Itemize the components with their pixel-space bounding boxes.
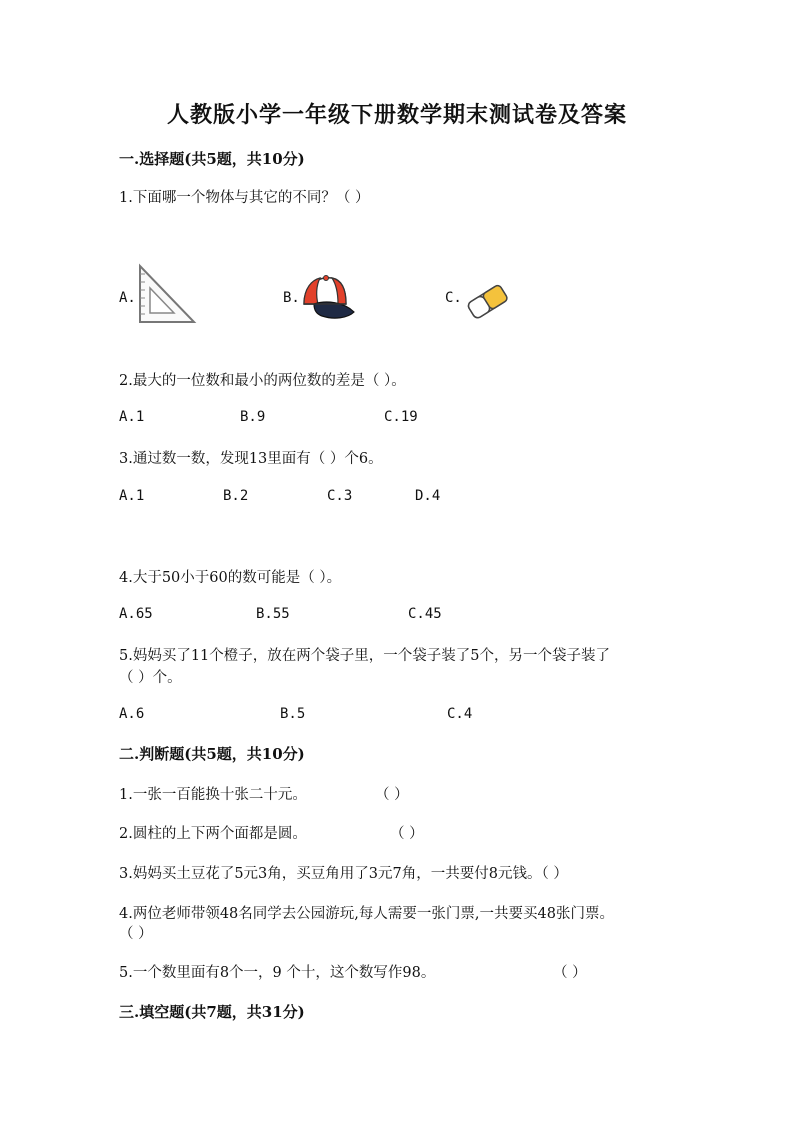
option-c-label: C. [445,290,462,306]
q4-option-c: C.45 [408,606,442,622]
judgement-5-text: 5.一个数里面有8个一，9 个十，这个数写作98。 [119,965,436,981]
judgement-1-text: 1.一张一百能换十张二十元。 [119,787,307,803]
q2-option-a: A.1 [119,409,145,425]
option-a-label: A. [119,290,136,306]
eraser-icon [465,281,509,321]
judgement-2-text: 2.圆柱的上下两个面都是圆。 [119,826,307,842]
section-heading-fill-in: 三.填空题(共7题，共31分) [119,1003,305,1021]
q4-option-b: B.55 [256,606,290,622]
judgement-2-blank: （ ） [390,826,424,842]
q5-option-a: A.6 [119,706,145,722]
section-heading-choice: 一.选择题(共5题，共10分) [119,150,305,168]
judgement-5-blank: （ ） [553,965,587,981]
question-1-text: 1.下面哪一个物体与其它的不同？（ ） [119,190,370,206]
judgement-1-blank: （ ） [375,787,409,803]
q3-option-c: C.3 [327,488,353,504]
q3-option-d: D.4 [415,488,441,504]
judgement-3-text: 3.妈妈买土豆花了5元3角，买豆角用了3元7角，一共要付8元钱。（ ） [119,866,568,882]
q2-option-c: C.19 [384,409,418,425]
q4-option-a: A.65 [119,606,153,622]
question-2-text: 2.最大的一位数和最小的两位数的差是（ ）。 [119,373,406,389]
option-b-label: B. [283,290,300,306]
set-square-icon [136,262,198,326]
baseball-cap-icon [300,274,356,326]
section-heading-judgement: 二.判断题(共5题，共10分) [119,745,305,763]
question-5-text: 5.妈妈买了11个橙子，放在两个袋子里，一个袋子装了5个，另一个袋子装了 [119,648,611,664]
question-3-text: 3.通过数一数，发现13里面有（ ）个6。 [119,451,383,467]
question-5-text-cont: （ ）个。 [119,670,182,686]
judgement-4-text-cont: （ ） [119,926,153,942]
judgement-4-text: 4.两位老师带领48名同学去公园游玩,每人需要一张门票,一共要买48张门票。 [119,906,614,922]
q5-option-b: B.5 [280,706,306,722]
q2-option-b: B.9 [240,409,266,425]
page-title: 人教版小学一年级下册数学期末测试卷及答案 [166,102,627,128]
q5-option-c: C.4 [447,706,473,722]
q3-option-b: B.2 [223,488,249,504]
q3-option-a: A.1 [119,488,145,504]
question-4-text: 4.大于50小于60的数可能是（ ）。 [119,570,342,586]
